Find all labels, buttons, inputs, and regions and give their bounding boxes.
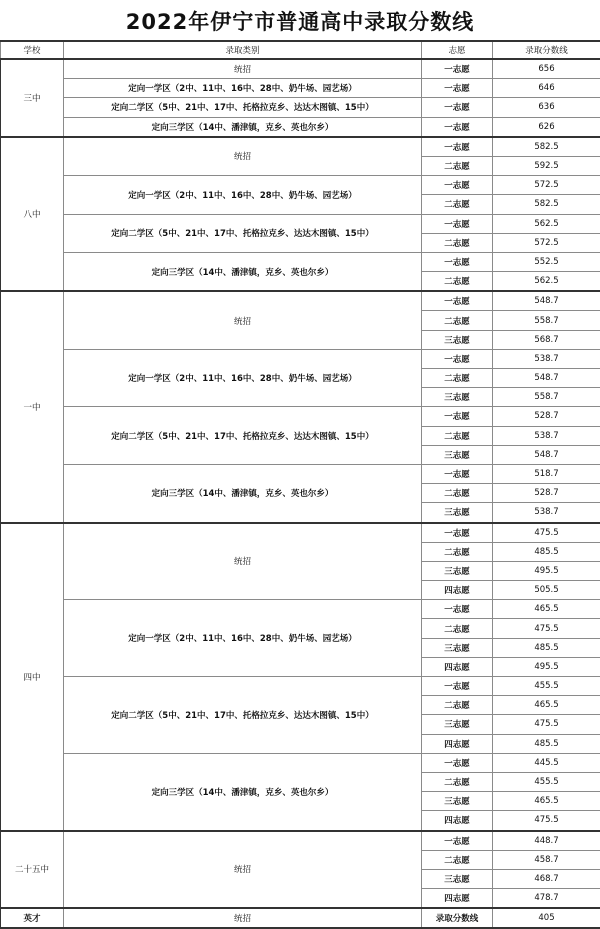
- table-row: [1, 291, 600, 311]
- score-cell: 518.7: [493, 464, 600, 483]
- table-row: [1, 59, 600, 79]
- table-row: [1, 79, 600, 98]
- category-cell: 统招: [64, 908, 422, 928]
- score-cell: 548.7: [493, 291, 600, 311]
- school-name-cell: 英才: [1, 908, 64, 928]
- table-row: [1, 831, 600, 851]
- school-name-cell: 八中: [1, 137, 64, 292]
- admission-score-table: [0, 40, 600, 929]
- choice-cell: 二志愿: [422, 850, 493, 869]
- score-cell: 445.5: [493, 753, 600, 772]
- score-cell: 558.7: [493, 388, 600, 407]
- category-cell: 定向一学区（2中、11中、16中、28中、奶牛场、园艺场）: [64, 176, 422, 214]
- category-cell: 统招: [64, 831, 422, 909]
- choice-cell: 一志愿: [422, 117, 493, 137]
- score-cell: 592.5: [493, 156, 600, 175]
- score-cell: 468.7: [493, 869, 600, 888]
- score-cell: 582.5: [493, 137, 600, 157]
- header-choice: 志愿: [422, 41, 493, 59]
- score-cell: 405: [493, 908, 600, 928]
- school-name-cell: 三中: [1, 59, 64, 137]
- choice-cell: 四志愿: [422, 581, 493, 600]
- choice-cell: 二志愿: [422, 272, 493, 292]
- category-cell: 统招: [64, 523, 422, 600]
- choice-cell: 一志愿: [422, 600, 493, 619]
- choice-cell: 一志愿: [422, 349, 493, 368]
- choice-cell: 一志愿: [422, 464, 493, 483]
- score-cell: 485.5: [493, 734, 600, 753]
- score-cell: 475.5: [493, 811, 600, 831]
- choice-cell: 二志愿: [422, 195, 493, 214]
- table-row: [1, 252, 600, 271]
- score-cell: 562.5: [493, 214, 600, 233]
- score-cell: 538.7: [493, 503, 600, 523]
- score-cell: 626: [493, 117, 600, 137]
- table-row: [1, 908, 600, 928]
- category-cell: 定向三学区（14中、潘津镇，克乡、英也尔乡）: [64, 252, 422, 291]
- score-cell: 552.5: [493, 252, 600, 271]
- choice-cell: 三志愿: [422, 388, 493, 407]
- score-cell: 558.7: [493, 311, 600, 330]
- header-school: 学校: [1, 41, 64, 59]
- score-cell: 568.7: [493, 330, 600, 349]
- score-cell: 455.5: [493, 772, 600, 791]
- score-cell: 548.7: [493, 369, 600, 388]
- choice-cell: 二志愿: [422, 542, 493, 561]
- score-cell: 458.7: [493, 850, 600, 869]
- school-name-cell: 四中: [1, 523, 64, 831]
- table-row: [1, 117, 600, 137]
- choice-cell: 一志愿: [422, 98, 493, 117]
- category-cell: 定向二学区（5中、21中、17中、托格拉克乡、达达木图镇、15中）: [64, 677, 422, 754]
- category-cell: 定向二学区（5中、21中、17中、托格拉克乡、达达木图镇、15中）: [64, 98, 422, 117]
- choice-cell: 三志愿: [422, 638, 493, 657]
- table-row: [1, 464, 600, 483]
- score-cell: 572.5: [493, 233, 600, 252]
- choice-cell: 三志愿: [422, 792, 493, 811]
- table-row: [1, 349, 600, 368]
- choice-cell: 二志愿: [422, 619, 493, 638]
- category-cell: 定向一学区（2中、11中、16中、28中、奶牛场、园艺场）: [64, 349, 422, 407]
- choice-cell: 二志愿: [422, 484, 493, 503]
- score-cell: 656: [493, 59, 600, 79]
- choice-cell: 一志愿: [422, 291, 493, 311]
- category-cell: 定向二学区（5中、21中、17中、托格拉克乡、达达木图镇、15中）: [64, 407, 422, 465]
- score-cell: 538.7: [493, 426, 600, 445]
- table-row: [1, 176, 600, 195]
- score-cell: 475.5: [493, 523, 600, 543]
- choice-cell: 四志愿: [422, 889, 493, 909]
- category-cell: 定向三学区（14中、潘津镇，克乡、英也尔乡）: [64, 464, 422, 522]
- category-cell: 定向三学区（14中、潘津镇，克乡、英也尔乡）: [64, 117, 422, 137]
- choice-cell: 一志愿: [422, 176, 493, 195]
- choice-cell: 一志愿: [422, 252, 493, 271]
- score-cell: 475.5: [493, 619, 600, 638]
- table-header-row: [1, 41, 600, 59]
- choice-cell: 三志愿: [422, 445, 493, 464]
- category-cell: 统招: [64, 59, 422, 79]
- score-cell: 478.7: [493, 889, 600, 909]
- choice-cell: 一志愿: [422, 753, 493, 772]
- score-cell: 572.5: [493, 176, 600, 195]
- page-title: 2022年伊宁市普通高中录取分数线: [0, 0, 600, 40]
- table-row: [1, 677, 600, 696]
- score-cell: 528.7: [493, 484, 600, 503]
- score-cell: 485.5: [493, 542, 600, 561]
- category-cell: 定向一学区（2中、11中、16中、28中、奶牛场、园艺场）: [64, 79, 422, 98]
- score-cell: 465.5: [493, 696, 600, 715]
- score-cell: 548.7: [493, 445, 600, 464]
- score-cell: 562.5: [493, 272, 600, 292]
- category-cell: 定向二学区（5中、21中、17中、托格拉克乡、达达木图镇、15中）: [64, 214, 422, 252]
- score-cell: 495.5: [493, 657, 600, 676]
- table-row: [1, 407, 600, 426]
- header-score: 录取分数线: [493, 41, 600, 59]
- choice-cell: 一志愿: [422, 79, 493, 98]
- choice-cell: 录取分数线: [422, 908, 493, 928]
- choice-cell: 一志愿: [422, 523, 493, 543]
- choice-cell: 一志愿: [422, 831, 493, 851]
- choice-cell: 一志愿: [422, 677, 493, 696]
- table-row: [1, 523, 600, 543]
- choice-cell: 一志愿: [422, 59, 493, 79]
- choice-cell: 一志愿: [422, 137, 493, 157]
- choice-cell: 二志愿: [422, 311, 493, 330]
- score-cell: 646: [493, 79, 600, 98]
- score-cell: 465.5: [493, 792, 600, 811]
- table-row: [1, 753, 600, 772]
- score-cell: 538.7: [493, 349, 600, 368]
- choice-cell: 三志愿: [422, 330, 493, 349]
- choice-cell: 二志愿: [422, 696, 493, 715]
- score-cell: 485.5: [493, 638, 600, 657]
- score-cell: 495.5: [493, 561, 600, 580]
- score-cell: 448.7: [493, 831, 600, 851]
- category-cell: 统招: [64, 291, 422, 349]
- category-cell: 统招: [64, 137, 422, 176]
- table-row: [1, 600, 600, 619]
- choice-cell: 二志愿: [422, 156, 493, 175]
- score-cell: 475.5: [493, 715, 600, 734]
- choice-cell: 四志愿: [422, 734, 493, 753]
- table-row: [1, 137, 600, 157]
- choice-cell: 四志愿: [422, 657, 493, 676]
- choice-cell: 三志愿: [422, 715, 493, 734]
- school-name-cell: 一中: [1, 291, 64, 522]
- choice-cell: 三志愿: [422, 503, 493, 523]
- table-body: [1, 59, 600, 928]
- category-cell: 定向三学区（14中、潘津镇，克乡、英也尔乡）: [64, 753, 422, 830]
- choice-cell: 二志愿: [422, 233, 493, 252]
- choice-cell: 一志愿: [422, 407, 493, 426]
- choice-cell: 一志愿: [422, 214, 493, 233]
- school-name-cell: 二十五中: [1, 831, 64, 909]
- table-row: [1, 214, 600, 233]
- choice-cell: 二志愿: [422, 369, 493, 388]
- score-cell: 636: [493, 98, 600, 117]
- table-row: [1, 98, 600, 117]
- score-cell: 528.7: [493, 407, 600, 426]
- score-cell: 582.5: [493, 195, 600, 214]
- choice-cell: 四志愿: [422, 811, 493, 831]
- choice-cell: 三志愿: [422, 869, 493, 888]
- score-cell: 505.5: [493, 581, 600, 600]
- choice-cell: 三志愿: [422, 561, 493, 580]
- choice-cell: 二志愿: [422, 772, 493, 791]
- choice-cell: 二志愿: [422, 426, 493, 445]
- header-category: 录取类别: [64, 41, 422, 59]
- score-cell: 455.5: [493, 677, 600, 696]
- score-cell: 465.5: [493, 600, 600, 619]
- category-cell: 定向一学区（2中、11中、16中、28中、奶牛场、园艺场）: [64, 600, 422, 677]
